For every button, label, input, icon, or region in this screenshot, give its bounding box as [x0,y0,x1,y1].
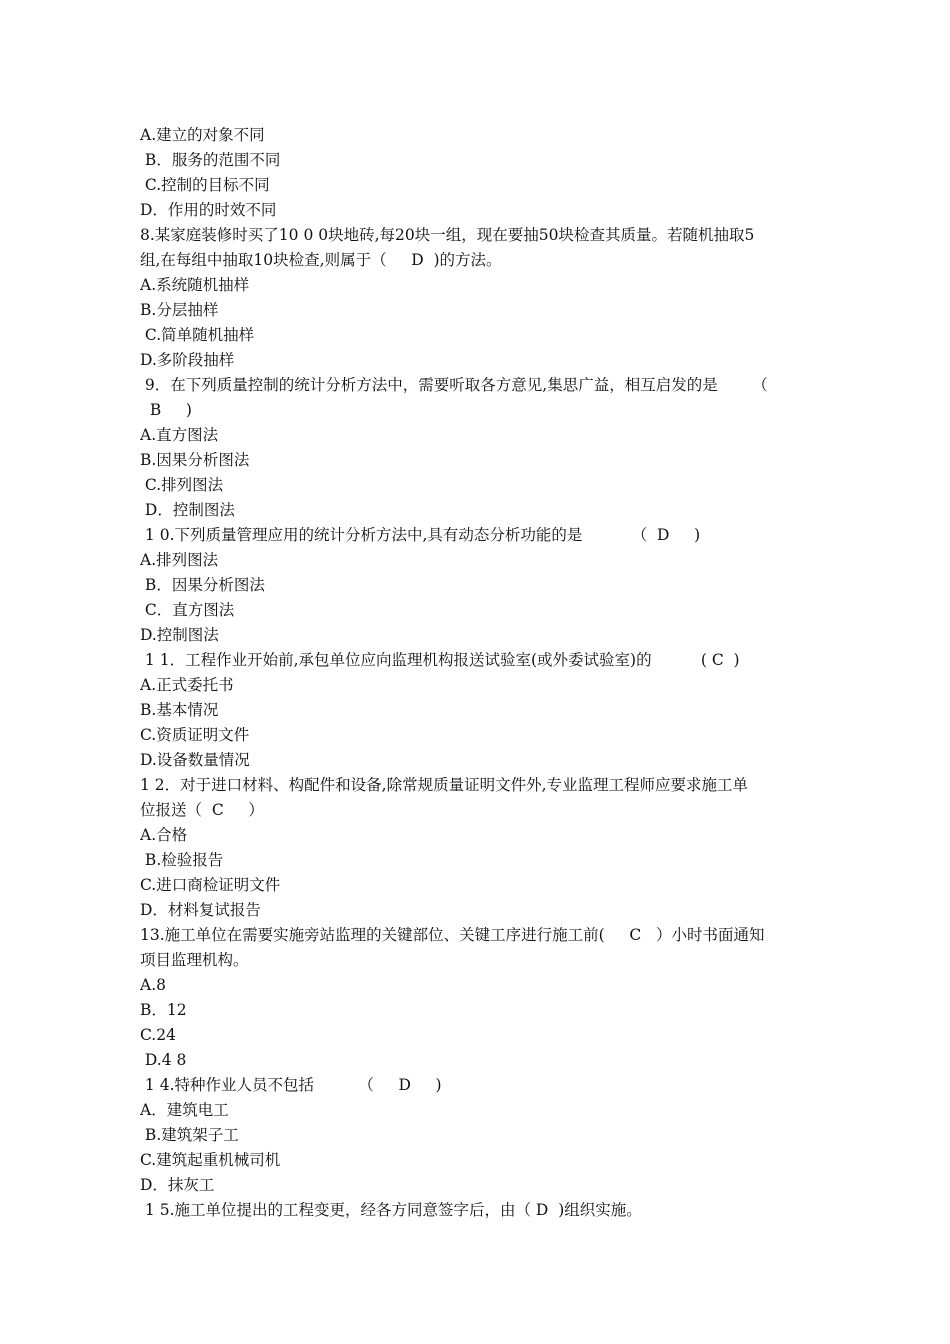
option-b: B.分层抽样 [140,301,219,319]
question-10: 1 0.下列质量管理应用的统计分析方法中,具有动态分析功能的是 （ D ) [140,526,701,544]
question-9: 9．在下列质量控制的统计分析方法中，需要听取各方意见,集思广益，相互启发的是 （ [140,376,768,394]
option-a: A.系统随机抽样 [140,276,250,294]
document-body [140,123,815,1223]
option-b: B．因果分析图法 [140,576,265,594]
option-c: C.简单随机抽样 [140,326,255,344]
option-c: C.排列图法 [140,476,224,494]
option-b: B.因果分析图法 [140,451,250,469]
option-b: B.检验报告 [140,851,224,869]
option-c: C.控制的目标不同 [140,176,270,194]
question-13: 13.施工单位在需要实施旁站监理的关键部位、关键工序进行施工前( C ）小时书面通知 [140,926,765,944]
option-d: D．材料复试报告 [140,901,261,919]
option-b: B.建筑架子工 [140,1126,239,1144]
option-c: C.建筑起重机械司机 [140,1151,281,1169]
question-8: 8.某家庭装修时买了10 0 0块地砖,每20块一组，现在要抽50块检查其质量。若随机抽取5 [140,226,755,244]
option-c: C．直方图法 [140,601,235,619]
question-15: 1 5.施工单位提出的工程变更，经各方同意签字后，由（ D )组织实施。 [140,1201,642,1219]
option-a: A.排列图法 [140,551,219,569]
question-14: 1 4.特种作业人员不包括 （ D ) [140,1076,442,1094]
option-a: A．建筑电工 [140,1101,229,1119]
question-11: 1 1．工程作业开始前,承包单位应向监理机构报送试验室(或外委试验室)的 ( C ) [140,651,740,669]
option-b: B.基本情况 [140,701,219,719]
option-c: C.进口商检证明文件 [140,876,281,894]
option-a: A.建立的对象不同 [140,126,265,144]
option-c: C.24 [140,1026,176,1044]
option-c: C.资质证明文件 [140,726,250,744]
option-a: A.合格 [140,826,188,844]
option-a: A.8 [140,976,166,994]
option-d: D．作用的时效不同 [140,201,277,219]
option-d: D.多阶段抽样 [140,351,235,369]
question-12-continued: 位报送（ C ） [140,801,264,819]
question-9-answer: B ) [140,401,192,419]
option-d: D.设备数量情况 [140,751,250,769]
option-d: D．抹灰工 [140,1176,215,1194]
question-8-continued: 组,在每组中抽取10块检查,则属于（ D )的方法。 [140,251,502,269]
question-12: 1 2．对于进口材料、构配件和设备,除常规质量证明文件外,专业监理工程师应要求施工单 [140,776,749,794]
option-a: A.直方图法 [140,426,219,444]
option-d: D.控制图法 [140,626,219,644]
option-b: B．服务的范围不同 [140,151,281,169]
option-b: B．12 [140,1001,187,1019]
option-d: D.4 8 [140,1051,187,1069]
option-a: A.正式委托书 [140,676,234,694]
question-13-continued: 项目监理机构。 [140,951,249,969]
option-d: D．控制图法 [140,501,235,519]
